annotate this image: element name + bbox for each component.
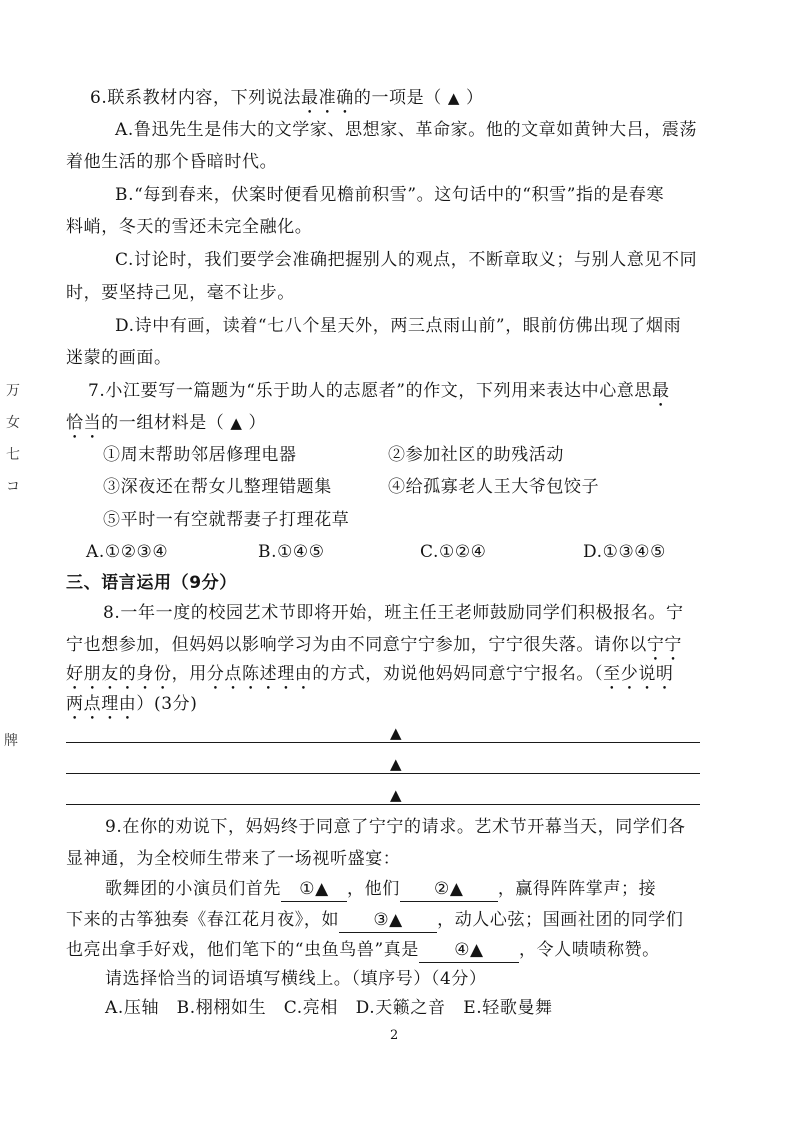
- q7-material-1: ①周末帮助邻居修理电器: [103, 445, 297, 465]
- section-heading: 三、语言运用（9分）: [66, 573, 237, 593]
- q8-stem-cont: 两点理由）(3分): [66, 694, 198, 714]
- q7-material-2: ②参加社区的助残活动: [388, 445, 564, 465]
- q7-option-c: C.①②④: [420, 542, 487, 562]
- margin-mark: コ: [6, 479, 20, 495]
- answer-mark-icon: ▲: [230, 414, 243, 432]
- answer-line[interactable]: [66, 773, 700, 774]
- answer-line[interactable]: [66, 742, 700, 743]
- q7-stem: 7.小江要写一篇题为“乐于助人的志愿者”的作文，下列用来表达中心意思最: [88, 381, 670, 401]
- q7-stem-cont: 恰当的一组材料是（ ▲ ）: [66, 413, 267, 433]
- fill-blank-3[interactable]: ③▲: [339, 908, 437, 933]
- q9-passage-line: 也亮出拿手好戏，他们笔下的“虫鱼鸟兽”真是 ④▲ ，令人啧啧称赞。: [66, 938, 660, 963]
- q7-option-d: D.①③④⑤: [583, 542, 666, 562]
- page-number: 2: [390, 1028, 399, 1043]
- fill-blank-2[interactable]: ②▲: [400, 877, 498, 902]
- answer-mark-icon: ▲: [390, 724, 402, 742]
- fill-blank-4[interactable]: ④▲: [419, 938, 519, 963]
- q9-instruction: 请选择恰当的词语填写横线上。（填序号）（4分）: [105, 969, 487, 989]
- answer-line[interactable]: [66, 804, 700, 805]
- q6-option-b: B.“每到春来，伏案时便看见檐前积雪”。这句话中的“积雪”指的是春寒: [115, 185, 665, 205]
- margin-mark: 女: [6, 415, 20, 431]
- q6-option-a-cont: 着他生活的那个昏暗时代。: [66, 152, 278, 172]
- q9-passage-line: 下来的古筝独奏《春江花月夜》，如 ③▲ ，动人心弦；国画社团的同学们: [66, 908, 684, 933]
- q9-passage-line: 歌舞团的小演员们首先 ①▲ ，他们 ②▲ ，赢得阵阵掌声；接: [105, 877, 656, 902]
- q9-stem-cont: 显神通，为全校师生带来了一场视听盛宴：: [66, 849, 401, 869]
- q8-stem-cont: 宁也想参加，但妈妈以影响学习为由不同意宁宁参加，宁宁很失落。请你以宁宁: [66, 635, 683, 655]
- q6-option-a: A.鲁迅先生是伟大的文学家、思想家、革命家。他的文章如黄钟大吕，震荡: [115, 120, 698, 140]
- q7-material-3: ③深夜还在帮女儿整理错题集: [103, 477, 332, 497]
- q6-option-b-cont: 料峭，冬天的雪还未完全融化。: [66, 217, 313, 237]
- answer-mark-icon: ▲: [447, 89, 460, 107]
- q9-stem: 9.在你的劝说下，妈妈终于同意了宁宁的请求。艺术节开幕当天，同学们各: [105, 817, 686, 837]
- q6-option-d-cont: 迷蒙的画面。: [66, 348, 172, 368]
- fill-blank-1[interactable]: ①▲: [281, 877, 347, 902]
- q6-stem: 6.联系教材内容，下列说法最准确的一项是（ ▲ ）: [90, 88, 484, 108]
- answer-mark-icon: ▲: [390, 755, 402, 773]
- q7-option-a: A.①②③④: [86, 542, 169, 562]
- answer-mark-icon: ▲: [390, 786, 402, 804]
- q7-option-b: B.①④⑤: [258, 542, 325, 562]
- margin-mark: 牌: [4, 733, 18, 749]
- q6-option-d: D.诗中有画，读着“七八个星天外，两三点雨山前”，眼前仿佛出现了烟雨: [115, 316, 682, 336]
- q6-option-c-cont: 时，要坚持己见，毫不让步。: [66, 283, 295, 303]
- margin-mark: 万: [6, 383, 20, 399]
- q6-option-c: C.讨论时，我们要学会准确把握别人的观点，不断章取义；与别人意见不同: [115, 250, 698, 270]
- q7-material-5: ⑤平时一有空就帮妻子打理花草: [103, 510, 350, 530]
- q9-choices: A.压轴 B.栩栩如生 C.亮相 D.天籁之音 E.轻歌曼舞: [105, 998, 553, 1018]
- margin-mark: 七: [6, 447, 20, 463]
- q7-material-4: ④给孤寡老人王大爷包饺子: [388, 477, 600, 497]
- q8-stem-cont: 好朋友的身份，用分点陈述理由的方式，劝说他妈妈同意宁宁报名。（至少说明: [66, 664, 674, 684]
- q8-stem: 8.一年一度的校园艺术节即将开始，班主任王老师鼓励同学们积极报名。宁: [103, 603, 684, 623]
